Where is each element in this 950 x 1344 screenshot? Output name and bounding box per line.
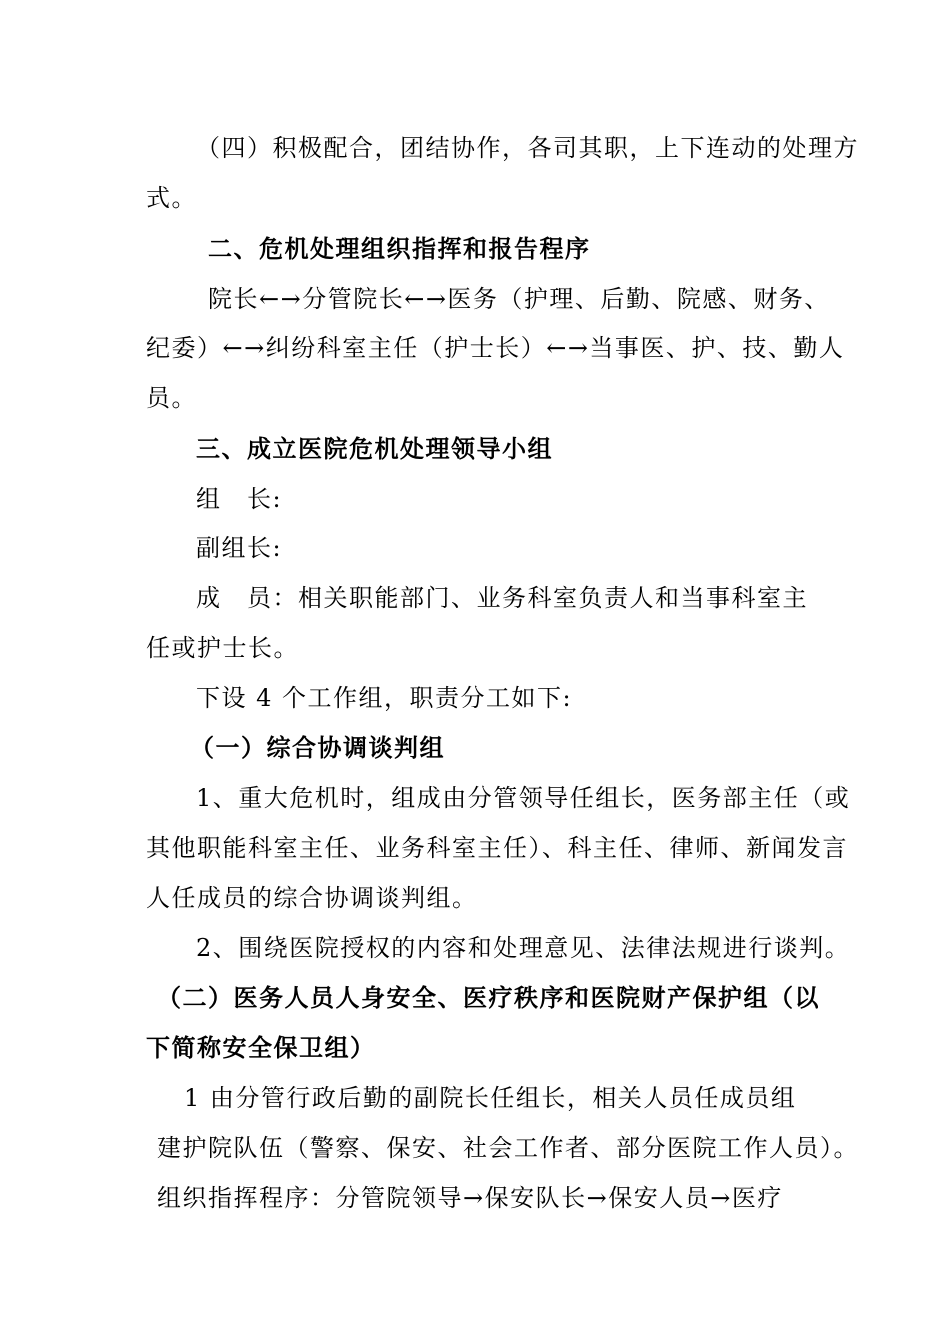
- item-2-line: 2、围绕医院授权的内容和处理意见、法律法规进行谈判。: [196, 934, 851, 962]
- reporting-chain-line-2: 纪委）←→纠纷科室主任（护士长）←→当事医、护、技、勤人: [146, 334, 845, 362]
- subsection-heading-1: （一）综合协调谈判组: [190, 733, 445, 762]
- paragraph-4-continuation: 式。: [146, 184, 197, 212]
- item-1-line-3: 人任成员的综合协调谈判组。: [146, 884, 478, 912]
- deputy-leader-line: 副组长:: [196, 534, 283, 562]
- item-1-line-2: 其他职能科室主任、业务科室主任）、科主任、律师、新闻发言: [146, 834, 848, 862]
- subsection-heading-2-line-2: 下简称安全保卫组）: [146, 1033, 376, 1062]
- paragraph-4-active-cooperation: （四）积极配合，团结协作，各司其职，上下连动的处理方: [196, 134, 859, 162]
- group-leader-line: 组 长:: [196, 485, 283, 513]
- subsection-heading-2-line-1: （二）医务人员人身安全、医疗秩序和医院财产保护组（以: [157, 983, 820, 1012]
- working-groups-intro: 下设 4 个工作组，职责分工如下:: [196, 684, 573, 712]
- security-item-line-2: 建护院队伍（警察、保安、社会工作者、部分医院工作人员）。: [157, 1134, 859, 1162]
- members-line-2: 任或护士长。: [146, 634, 299, 662]
- item-1-line-1: 1、重大危机时，组成由分管领导任组长，医务部主任（或: [196, 784, 851, 812]
- security-item-line-1: 1 由分管行政后勤的副院长任组长，相关人员任成员组: [184, 1084, 797, 1112]
- section-heading-3: 三、成立医院危机处理领导小组: [196, 434, 553, 463]
- reporting-chain-line-3: 员。: [146, 384, 197, 412]
- members-line-1: 成 员：相关职能部门、业务科室负责人和当事科室主: [196, 584, 808, 612]
- reporting-chain-line-1: 院长←→分管院长←→医务（护理、后勤、院感、财务、: [208, 285, 830, 313]
- section-heading-2: 二、危机处理组织指挥和报告程序: [208, 234, 591, 263]
- security-item-line-3: 组织指挥程序：分管院领导→保安队长→保安人员→医疗: [157, 1184, 783, 1212]
